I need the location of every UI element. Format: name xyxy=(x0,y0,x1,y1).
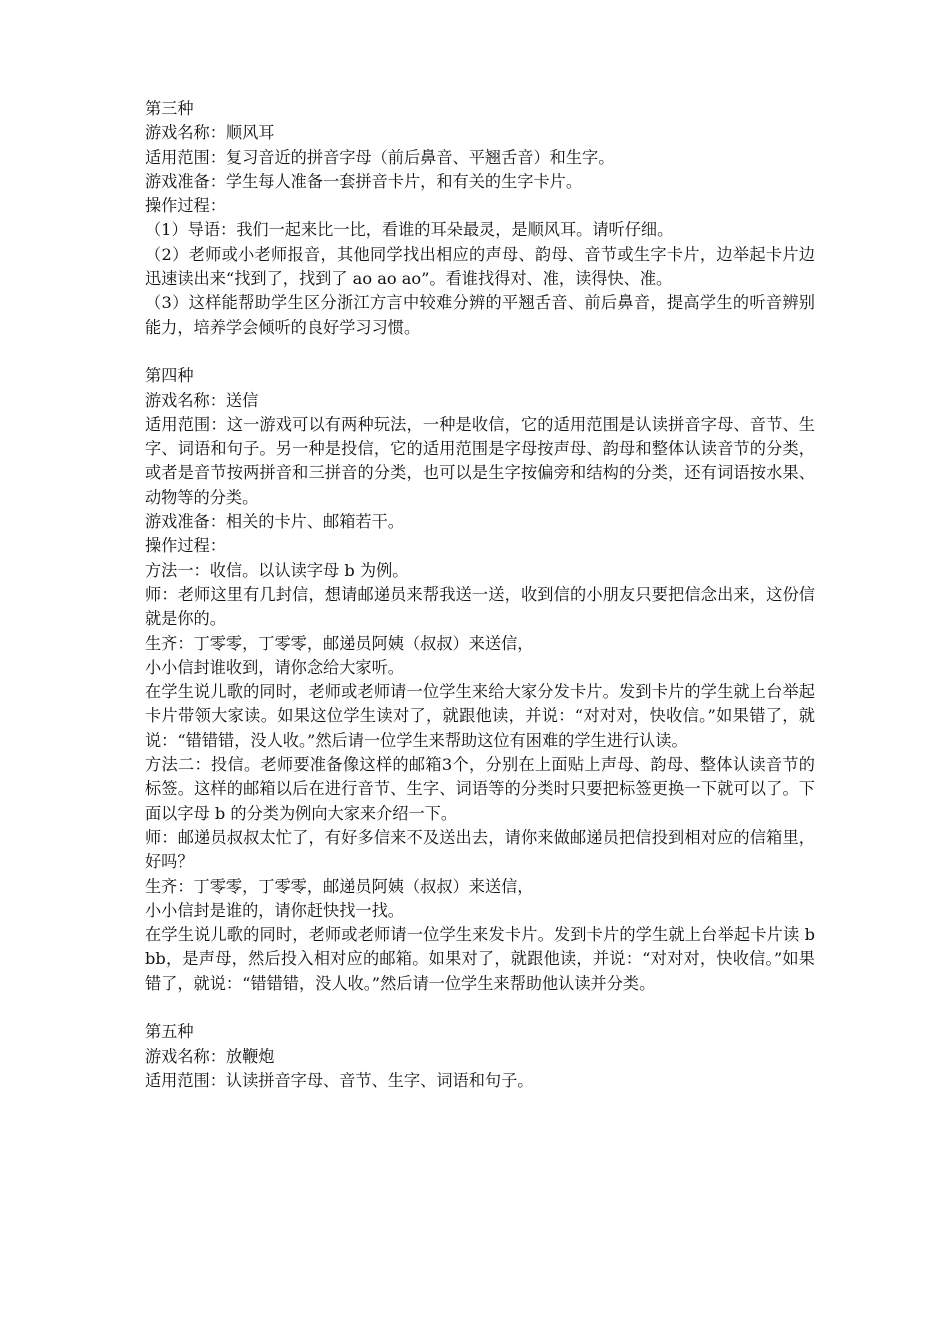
section-spacer xyxy=(145,340,815,364)
procedure-label: 操作过程： xyxy=(145,196,226,216)
game-name-line: 游戏名称：送信 xyxy=(145,390,259,410)
document-page xyxy=(145,97,815,1093)
game-name-line: 游戏名称：放鞭炮 xyxy=(145,1046,275,1066)
section-game-5 xyxy=(145,1020,815,1093)
scope-line: 适用范围：复习音近的拼音字母（前后鼻音、平翘舌音）和生字。 xyxy=(145,147,615,167)
students-chant-line-2: 小小信封谁收到，请你念给大家听。 xyxy=(145,657,404,677)
students-chant-line-1: 生齐：丁零零，丁零零，邮递员阿姨（叔叔）来送信， xyxy=(145,633,534,653)
section-spacer xyxy=(145,996,815,1020)
method-2-description: 在学生说儿歌的同时，老师或老师请一位学生来发卡片。发到卡片的学生就上台举起卡片读 bbb，是声母，然后投入相对应的邮箱。如果对了，就跟他读，并说：“对对对，快收信。”如果错了，就说：“错错错，没人收。”然后请一位学生来帮助他认读并分类。 xyxy=(145,925,815,993)
method-1-title: 方法一：收信。以认读字母 b 为例。 xyxy=(145,560,409,580)
teacher-dialogue: 师：邮递员叔叔太忙了，有好多信来不及送出去，请你来做邮递员把信投到相对应的信箱里，好吗？ xyxy=(145,827,815,872)
method-1-description: 在学生说儿歌的同时，老师或老师请一位学生来给大家分发卡片。发到卡片的学生就上台举起卡片带领大家读。如果这位学生读对了，就跟他读，并说：“对对对，快收信。”如果错了，就说：“错错错，没人收。”然后请一位学生来帮助这位有困难的学生进行认读。 xyxy=(145,682,815,750)
method-2-title: 方法二：投信。老师要准备像这样的邮箱3个，分别在上面贴上声母、韵母、整体认读音节的标签。这样的邮箱以后在进行音节、生字、词语等的分类时只要把标签更换一下就可以了。下面以字母 b 的分类为例向大家来介绍一下。 xyxy=(145,755,815,823)
scope-line: 适用范围：这一游戏可以有两种玩法，一种是收信，它的适用范围是认读拼音字母、音节、生字、词语和句子。另一种是投信，它的适用范围是字母按声母、韵母和整体认读音节的分类，或者是音节按两拼音和三拼音的分类，也可以是生字按偏旁和结构的分类，还有词语按水果、动物等的分类。 xyxy=(145,414,815,507)
preparation-line: 游戏准备：相关的卡片、邮箱若干。 xyxy=(145,512,404,532)
scope-line: 适用范围：认读拼音字母、音节、生字、词语和句子。 xyxy=(145,1070,534,1090)
procedure-label: 操作过程： xyxy=(145,536,226,556)
section-game-3 xyxy=(145,97,815,340)
section-heading: 第三种 xyxy=(145,99,194,118)
preparation-line: 游戏准备：学生每人准备一套拼音卡片，和有关的生字卡片。 xyxy=(145,171,583,191)
students-chant-line-1: 生齐：丁零零，丁零零，邮递员阿姨（叔叔）来送信， xyxy=(145,876,534,896)
section-heading: 第五种 xyxy=(145,1022,194,1042)
section-heading: 第四种 xyxy=(145,366,194,386)
section-game-4 xyxy=(145,364,815,996)
students-chant-line-2: 小小信封是谁的，请你赶快找一找。 xyxy=(145,900,404,920)
teacher-dialogue: 师：老师这里有几封信，想请邮递员来帮我送一送，收到信的小朋友只要把信念出来，这份信就是你的。 xyxy=(145,584,815,629)
procedure-step-3: （3）这样能帮助学生区分浙江方言中较难分辨的平翘舌音、前后鼻音，提高学生的听音辨别能力，培养学会倾听的良好学习习惯。 xyxy=(145,293,815,337)
procedure-step-1: （1）导语：我们一起来比一比，看谁的耳朵最灵，是顺风耳。请听仔细。 xyxy=(145,220,674,240)
game-name-line: 游戏名称：顺风耳 xyxy=(145,123,275,143)
procedure-step-2: （2）老师或小老师报音，其他同学找出相应的声母、韵母、音节或生字卡片，边举起卡片边迅速读出来“找到了，找到了 ao ao ao”。看谁找得对、准，读得快、准。 xyxy=(145,244,815,289)
